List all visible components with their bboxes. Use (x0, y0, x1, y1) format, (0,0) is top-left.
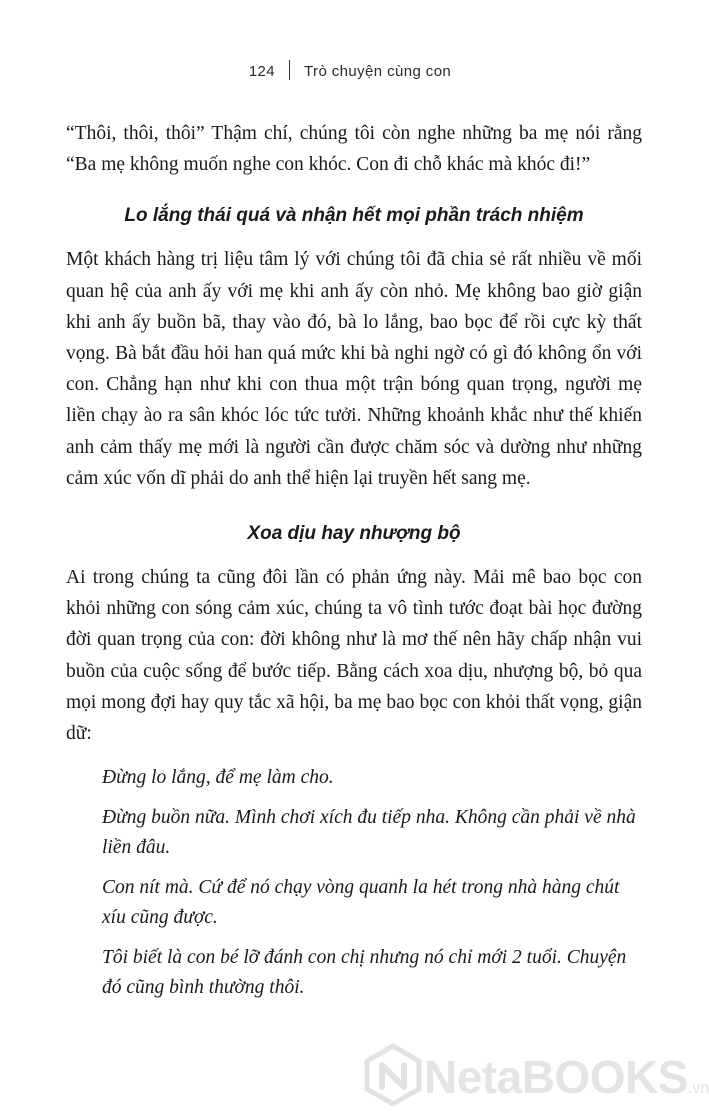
example-quotes (66, 763, 642, 1003)
watermark-text (424, 1050, 709, 1104)
running-header (0, 60, 700, 80)
section-paragraph-worry: Một khách hàng trị liệu tâm lý với chúng tôi đã chia sẻ rất nhiều về mối quan hệ của anh ấy với mẹ khi anh ấy còn nhỏ. Mẹ không bao giờ giận khi anh ấy buồn bã, thay vào đó, bà lo lắng, bao bọc để rồi cực kỳ thất vọng. Bà bắt đầu hỏi han quá mức khi bà nghi ngờ có gì đó không ổn với con. Chẳng hạn như khi con thua một trận bóng quan trọng, người mẹ liền chạy ào ra sân khóc lóc tức tưởi. Những khoảnh khắc như thế khiến anh cảm thấy mẹ mới là người cần được chăm sóc và dường như những cảm xúc vốn dĩ phải do anh thể hiện lại truyền hết sang mẹ. (66, 249, 642, 489)
n-logo-icon (362, 1044, 424, 1106)
quote-item: Con nít mà. Cứ để nó chạy vòng quanh la hét trong nhà hàng chút xíu cũng được. (102, 877, 620, 929)
watermark-brand: NetaBOOKS (424, 1051, 688, 1103)
section-heading-worry: Lo lắng thái quá và nhận hết mọi phần trách nhiệm (124, 205, 584, 227)
section-heading-appease: Xoa dịu hay nhượng bộ (247, 523, 461, 545)
quote-item: Tôi biết là con bé lỡ đánh con chị nhưng nó chỉ mới 2 tuổi. Chuyện đó cũng bình thường thôi. (102, 947, 627, 999)
quote-item: Đừng buồn nữa. Mình chơi xích đu tiếp nha. Không cần phải về nhà liền đâu. (102, 807, 636, 859)
intro-paragraph: “Thôi, thôi, thôi” Thậm chí, chúng tôi còn nghe những ba mẹ nói rằng “Ba mẹ không muốn nghe con khóc. Con đi chỗ khác mà khóc đi!” (66, 123, 642, 176)
page-number: 124 (248, 63, 276, 80)
netabooks-watermark (362, 1042, 709, 1112)
page-body (66, 118, 642, 1013)
watermark-suffix: .vn (687, 1080, 709, 1097)
quote-item: Đừng lo lắng, để mẹ làm cho. (102, 767, 334, 789)
book-title: Trò chuyện cùng con (304, 63, 452, 80)
header-divider (289, 60, 290, 80)
section-paragraph-appease: Ai trong chúng ta cũng đôi lần có phản ứng này. Mải mê bao bọc con khỏi những con sóng cảm xúc, chúng ta vô tình tước đoạt bài học đường đời quan trọng của con: đời không như là mơ thế nên hãy chấp nhận vui buồn của cuộc sống để bước tiếp. Bằng cách xoa dịu, nhượng bộ, bỏ qua mọi mong đợi hay quy tắc xã hội, ba mẹ bao bọc con khỏi thất vọng, giận dữ: (66, 567, 642, 745)
